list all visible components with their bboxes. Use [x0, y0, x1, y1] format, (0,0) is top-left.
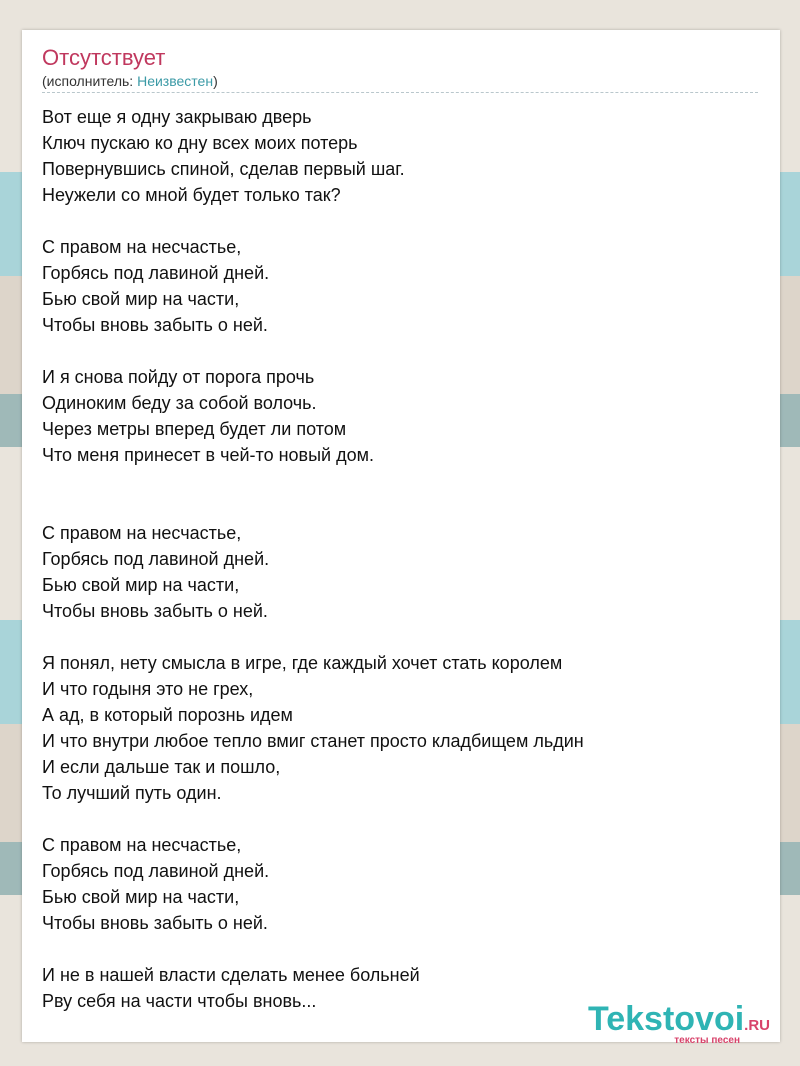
lyric-line: И если дальше так и пошло,: [42, 757, 281, 777]
stanza-verse-1: [42, 104, 762, 208]
lyric-line: Бью свой мир на части,: [42, 887, 240, 907]
lyric-line: Чтобы вновь забыть о ней.: [42, 315, 268, 335]
lyrics-card: [22, 30, 780, 1042]
lyric-line: Через метры вперед будет ли потом: [42, 419, 347, 439]
lyric-line: Чтобы вновь забыть о ней.: [42, 913, 268, 933]
song-header: [42, 44, 758, 93]
lyric-line: И что годыня это не грех,: [42, 679, 254, 699]
lyric-line: То лучший путь один.: [42, 783, 222, 803]
lyric-line: Неужели со мной будет только так?: [42, 185, 341, 205]
lyric-line: Горбясь под лавиной дней.: [42, 861, 270, 881]
lyric-line: Бью свой мир на части,: [42, 575, 240, 595]
lyric-line: Одиноким беду за собой волочь.: [42, 393, 317, 413]
lyric-line: Ключ пускаю ко дну всех моих потерь: [42, 133, 358, 153]
lyric-line: Горбясь под лавиной дней.: [42, 549, 270, 569]
lyrics-body: [42, 104, 762, 1040]
song-title: Отсутствует: [42, 45, 166, 70]
stanza-chorus-3: [42, 832, 762, 936]
lyric-line: Повернувшись спиной, сделав первый шаг.: [42, 159, 405, 179]
stanza-bridge: [42, 650, 762, 806]
lyric-line: Рву себя на части чтобы вновь...: [42, 991, 317, 1011]
lyric-line: И не в нашей власти сделать менее больней: [42, 965, 420, 985]
site-logo[interactable]: [588, 1002, 770, 1046]
logo-tagline: тексты песен: [674, 1035, 740, 1046]
lyric-line: С правом на несчастье,: [42, 237, 242, 257]
stanza-verse-2: [42, 364, 762, 468]
lyric-line: Я понял, нету смысла в игре, где каждый хочет стать королем: [42, 653, 563, 673]
lyric-line: Горбясь под лавиной дней.: [42, 263, 270, 283]
artist-line: [42, 72, 758, 90]
lyric-line: И что внутри любое тепло вмиг станет просто кладбищем льдин: [42, 731, 584, 751]
lyric-line: Вот еще я одну закрываю дверь: [42, 107, 312, 127]
lyric-line: С правом на несчастье,: [42, 523, 242, 543]
lyric-line: Что меня принесет в чей-то новый дом.: [42, 445, 374, 465]
lyric-line: И я снова пойду от порога прочь: [42, 367, 315, 387]
logo-domain: .RU: [744, 1017, 770, 1034]
lyric-line: А ад, в который порознь идем: [42, 705, 293, 725]
artist-suffix: ): [213, 73, 218, 89]
stanza-chorus-2: [42, 520, 762, 624]
lyric-line: Бью свой мир на части,: [42, 289, 240, 309]
stanza-chorus-1: [42, 234, 762, 338]
artist-prefix: (исполнитель:: [42, 73, 138, 89]
logo-wordmark: Tekstovoi: [587, 1000, 745, 1038]
lyric-line: С правом на несчастье,: [42, 835, 242, 855]
lyric-line: Чтобы вновь забыть о ней.: [42, 601, 268, 621]
artist-link[interactable]: Неизвестен: [137, 73, 214, 89]
